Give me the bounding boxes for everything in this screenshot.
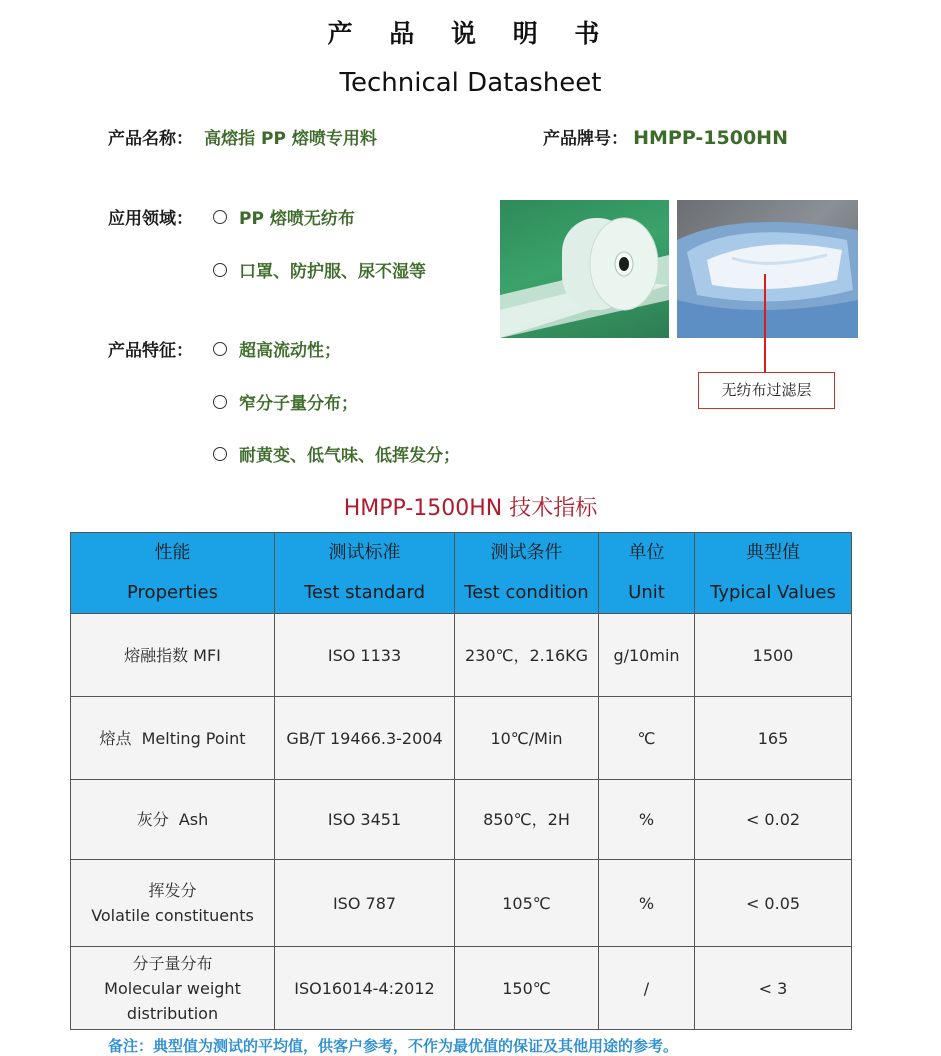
footnote: 备注：典型值为测试的平均值，供客户参考，不作为最优值的保证及其他用途的参考。: [108, 1037, 679, 1055]
filter-layer-callout: 无纺布过滤层: [698, 372, 835, 409]
table-row: [71, 697, 852, 780]
nonwoven-roll-photo: [500, 200, 669, 338]
cell-property: 挥发分 Volatile constituents: [71, 860, 275, 947]
product-grade-row: [543, 124, 788, 149]
cell-standard: ISO 3451: [275, 780, 455, 860]
table-row: [71, 780, 852, 860]
cell-unit: g/10min: [599, 614, 695, 697]
table-row: [71, 614, 852, 697]
features-label: 产品特征：: [108, 341, 193, 361]
cell-condition: 150℃: [455, 947, 599, 1030]
cell-unit: /: [599, 947, 695, 1030]
spec-heading: HMPP-1500HN 技术指标: [343, 496, 598, 521]
cell-value: 165: [695, 697, 852, 780]
feature-item: 超高流动性；: [213, 336, 341, 361]
column-header-test-condition: 测试条件 Test condition: [455, 533, 599, 614]
cell-condition: 850℃，2H: [455, 780, 599, 860]
cell-standard: ISO 787: [275, 860, 455, 947]
callout-pointer: [764, 336, 766, 372]
column-header-unit: 单位 Unit: [599, 533, 695, 614]
bullet-circle-icon: [213, 447, 227, 461]
product-name-row: [108, 124, 377, 149]
page-title-cn: 产 品 说 明 书: [327, 19, 614, 48]
column-header-typical-values: 典型值 Typical Values: [695, 533, 852, 614]
applications-label: 应用领域：: [108, 209, 193, 229]
cell-value: < 0.05: [695, 860, 852, 947]
cell-condition: 10℃/Min: [455, 697, 599, 780]
page-title-en: Technical Datasheet: [339, 68, 602, 98]
cell-standard: GB/T 19466.3-2004: [275, 697, 455, 780]
cell-property: 分子量分布 Molecular weight distribution: [71, 947, 275, 1030]
application-item: 口罩、防护服、尿不湿等: [213, 257, 426, 282]
cell-condition: 105℃: [455, 860, 599, 947]
mask-layer-photo: [677, 200, 858, 338]
feature-item: 窄分子量分布；: [213, 389, 358, 414]
cell-standard: ISO16014-4:2012: [275, 947, 455, 1030]
cell-standard: ISO 1133: [275, 614, 455, 697]
feature-item: 耐黄变、低气味、低挥发分；: [213, 441, 460, 466]
table-row: [71, 947, 852, 1030]
bullet-circle-icon: [213, 395, 227, 409]
column-header-test-standard: 测试标准 Test standard: [275, 533, 455, 614]
cell-property: 熔点 Melting Point: [71, 697, 275, 780]
application-item: PP 熔喷无纺布: [213, 204, 355, 229]
cell-unit: %: [599, 780, 695, 860]
cell-value: < 3: [695, 947, 852, 1030]
product-grade-value: HMPP-1500HN: [633, 127, 788, 149]
cell-unit: ℃: [599, 697, 695, 780]
cell-value: 1500: [695, 614, 852, 697]
product-name-value: 高熔指 PP 熔喷专用料: [204, 129, 377, 149]
bullet-circle-icon: [213, 210, 227, 224]
cell-property: 熔融指数 MFI: [71, 614, 275, 697]
cell-unit: %: [599, 860, 695, 947]
cell-property: 灰分 Ash: [71, 780, 275, 860]
table-header-row: [71, 533, 852, 614]
cell-value: < 0.02: [695, 780, 852, 860]
product-grade-label: 产品牌号：: [543, 129, 628, 149]
bullet-circle-icon: [213, 342, 227, 356]
bullet-circle-icon: [213, 263, 227, 277]
table-row: [71, 860, 852, 947]
cell-condition: 230℃，2.16KG: [455, 614, 599, 697]
product-name-label: 产品名称：: [108, 129, 193, 149]
column-header-properties: 性能 Properties: [71, 533, 275, 614]
spec-table: [70, 532, 852, 1030]
